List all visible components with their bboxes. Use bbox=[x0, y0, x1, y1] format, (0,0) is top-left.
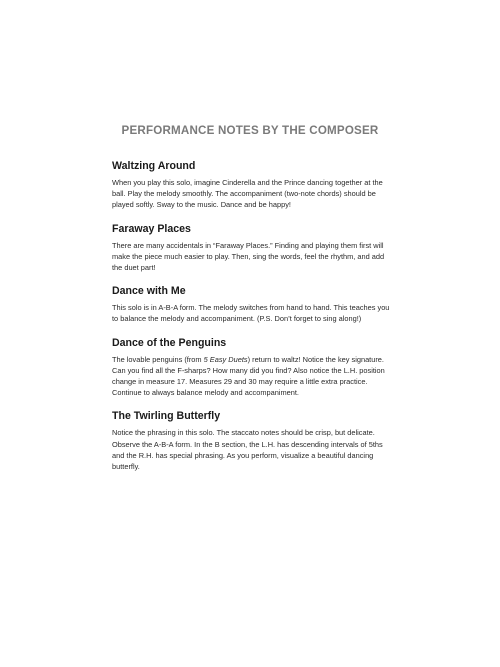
section-the-twirling-butterfly bbox=[112, 410, 394, 472]
section-heading: Faraway Places bbox=[112, 222, 191, 235]
section-faraway-places bbox=[112, 223, 394, 274]
body-text-end: ) return to waltz! Notice the key signature. Can you find all the F-sharps? How many did you find? Also notice the L.H. position change in measure 17. Measures 29 and 30 may require a little extra practice. Continue to always balance melody and accompaniment. bbox=[112, 354, 385, 398]
section-heading: Dance of the Penguins bbox=[112, 336, 227, 349]
section-body bbox=[112, 354, 394, 399]
section-dance-with-me bbox=[112, 285, 394, 324]
page-title: PERFORMANCE NOTES BY THE COMPOSER bbox=[121, 124, 379, 137]
section-waltzing-around bbox=[112, 160, 394, 211]
section-body: This solo is in A-B-A form. The melody switches from hand to hand. This teaches you to balance the melody and accompaniment. (P.S. Don’t forget to sing along!) bbox=[112, 303, 390, 324]
section-heading: Dance with Me bbox=[112, 285, 186, 298]
section-heading: The Twirling Butterfly bbox=[112, 410, 221, 423]
book-title-italic: 5 Easy Duets bbox=[203, 354, 248, 364]
section-body: Notice the phrasing in this solo. The staccato notes should be crisp, but delicate. Observe the A-B-A form. In the B section, the L.H. has descending intervals of 5ths and the R.H. has special phrasing. As you perform, visualize a beautiful dancing butterfly. bbox=[112, 428, 383, 472]
section-heading: Waltzing Around bbox=[112, 160, 196, 172]
body-text-start: The lovable penguins (from bbox=[112, 354, 204, 364]
performance-notes bbox=[112, 160, 394, 484]
section-body: When you play this solo, imagine Cinderella and the Prince dancing together at the ball. Play the melody smoothly. The accompaniment (two-note chords) should be played softly. Sway to the music. Dance and be happy! bbox=[112, 178, 383, 210]
section-body: There are many accidentals in “Faraway Places.” Finding and playing them first will make the piece much easier to play. Then, sing the words, feel the rhythm, and add the duet part! bbox=[112, 240, 385, 273]
section-dance-of-the-penguins bbox=[112, 337, 394, 399]
